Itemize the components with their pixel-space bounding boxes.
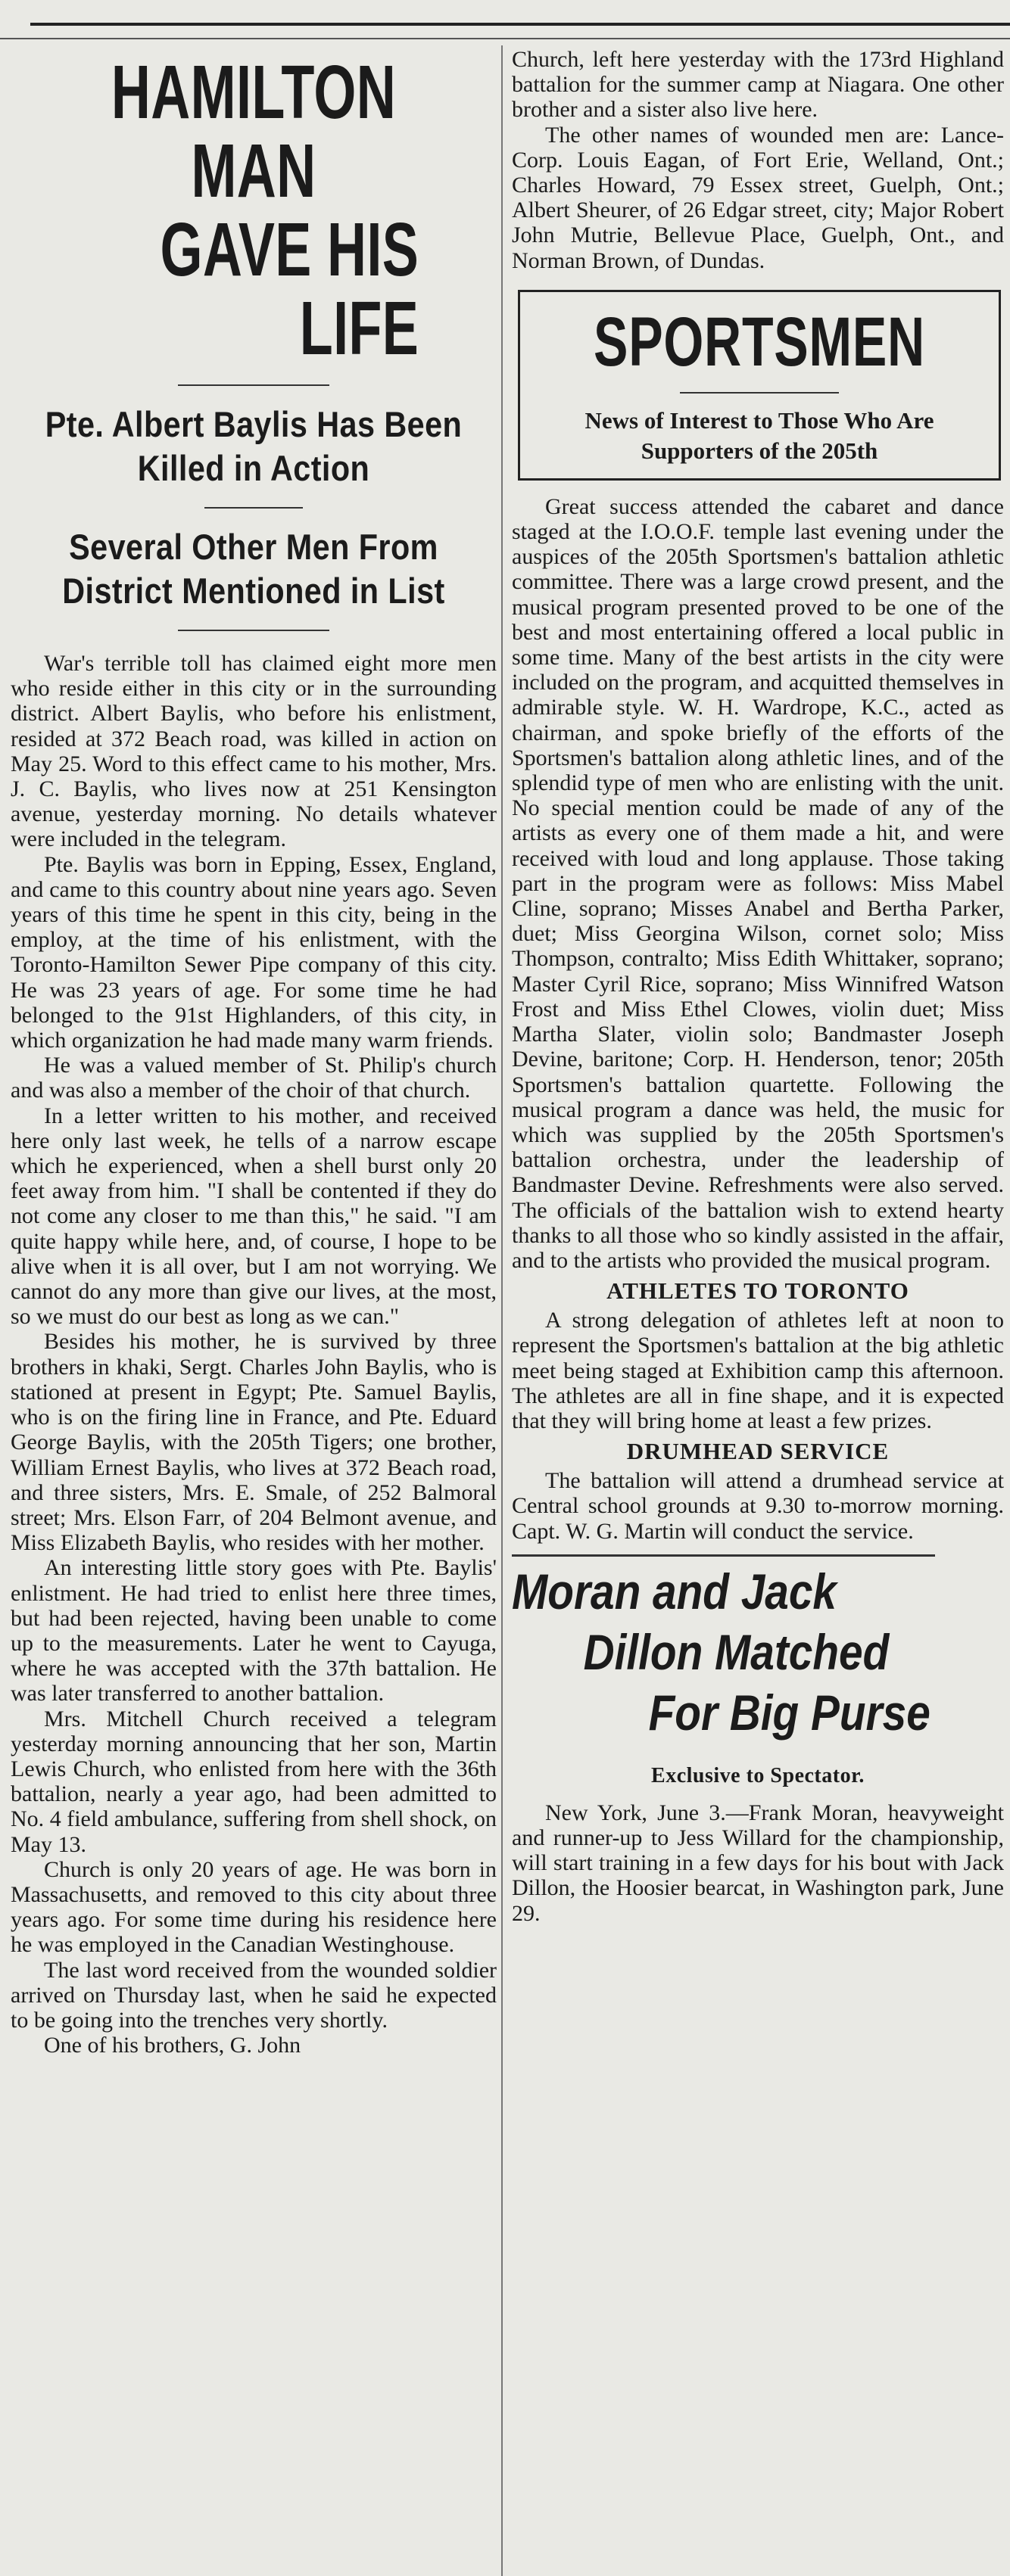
sportsmen-subtitle: News of Interest to Those Who Are Supporters of the 205th bbox=[584, 406, 934, 464]
article-paragraph: New York, June 3.—Frank Moran, heavyweight and runner-up to Jess Willard for the championship, will start training in a few days for his bout with Jack Dillon, the Hoosier bearcat, in Washington park, June 29. bbox=[512, 1800, 1004, 1926]
sportsmen-title: SPORTSMEN bbox=[594, 303, 925, 381]
article-continuation: Church, left here yesterday with the 173rd Highland battalion for the summer camp at Niagara. One other brother and a sister also live here. bbox=[512, 47, 1004, 123]
article-paragraph: He was a valued member of St. Philip's church and was also a member of the choir of that church. bbox=[11, 1053, 497, 1103]
article-paragraph: War's terrible toll has claimed eight more men who reside either in this city or in the surrounding district. Albert Baylis, who before his enlistment, resided at 372 Beach road, was killed in action on May 25. Word to this effect came to his mother, Mrs. J. C. Baylis, who lives now at 251 Kensington avenue, yesterday morning. No details whatever were included in the telegram. bbox=[11, 651, 497, 852]
divider-rule bbox=[178, 384, 329, 386]
article-paragraph: Pte. Baylis was born in Epping, Essex, England, and came to this country about nine years ago. Seven years of this time he spent in this city, being in the employ, at the time of his enlistment, with the Toronto-Hamilton Sewer Pipe company of this city. He was 23 years of age. For some time he had belonged to the 91st Highlanders, of this city, in which organization he had made many warm friends. bbox=[11, 851, 497, 1053]
boxing-headline-1: Moran and Jack bbox=[512, 1554, 935, 1622]
article-paragraph: The other names of wounded men are: Lance-Corp. Louis Eagan, of Fort Erie, Welland, Ont.; Charles Howard, 79 Essex street, Guelph, Ont.; Albert Sheurer, of 26 Edgar street, city; Major Robert John Mutrie, Bellevue Place, Guelph, Ont., and Norman Brown, of Dundas. bbox=[512, 122, 1004, 273]
divider-rule bbox=[178, 630, 329, 631]
article-paragraph: An interesting little story goes with Pte. Baylis' enlistment. He had tried to enlist here three times, but had been rejected, having been unable to come up to the measurements. Later he went to Cayuga, where he was accepted with the 37th battalion. He was later transferred to another battalion. bbox=[11, 1555, 497, 1706]
article-paragraph: In a letter written to his mother, and received here only last week, he tells of a narrow escape which he experienced, when a shell burst only 20 feet away from him. "I shall be contented if they do not come any closer to me than this," he said. "I am quite happy while here, and, of course, I hope to be alive when it is all over, but I am not worrying. We cannot do any more than give our lives, at the most, so we must do our best as long as we can." bbox=[11, 1103, 497, 1330]
divider-rule bbox=[680, 392, 839, 394]
subheading-drumhead: DRUMHEAD SERVICE bbox=[626, 1438, 890, 1465]
left-column bbox=[11, 47, 497, 2576]
article-paragraph: A strong delegation of athletes left at noon to represent the Sportsmen's battalion at the big athletic meet being staged at Exhibition camp this afternoon. The athletes are all in fine shape, and it is expected that they will bring home at least a few prizes. bbox=[512, 1308, 1004, 1433]
headline-line-2: GAVE HIS LIFE bbox=[160, 207, 419, 371]
article-paragraph: One of his brothers, G. John bbox=[44, 2033, 301, 2058]
column-divider bbox=[501, 45, 503, 2576]
exclusive-credit: Exclusive to Spectator. bbox=[651, 1763, 865, 1787]
top-rule bbox=[30, 23, 1010, 26]
headline-line-1: HAMILTON MAN bbox=[111, 50, 397, 213]
article-paragraph: The battalion will attend a drumhead service at Central school grounds at 9.30 to-morrow morning. Capt. W. G. Martin will conduct the service. bbox=[512, 1468, 1004, 1544]
boxing-headline-2: Dillon Matched bbox=[583, 1623, 890, 1680]
deck-2: Several Other Men From District Mentioned in List bbox=[62, 527, 445, 611]
boxing-headline-3: For Big Purse bbox=[648, 1684, 931, 1741]
sportsmen-box bbox=[518, 290, 1001, 481]
divider-rule bbox=[204, 507, 303, 509]
article-paragraph: The last word received from the wounded soldier arrived on Thursday last, when he said he expected to be going into the trenches very shortly. bbox=[11, 1957, 497, 2033]
article-paragraph: Great success attended the cabaret and dance staged at the I.O.O.F. temple last evening under the auspices of the 205th Sportsmen's battalion athletic committee. There was a large crowd present, and the musical program presented proved to be one of the best and most entertaining offered a local public in some time. Many of the best artists in the city were included on the program, and acquitted themselves in admirable style. W. H. Wardrope, K.C., acted as chairman, and spoke briefly of the efforts of the Sportsmen's battalion along athletic lines, and of the splendid type of men who are enlisting with the unit. No special mention could be made of any of the artists as every one of them made a hit, and were received with loud and long applause. Those taking part in the program were as follows: Miss Mabel Cline, soprano; Misses Anabel and Bertha Parker, duet; Miss Georgina Wilson, cornet solo; Miss Thompson, contralto; Miss Edith Whittaker, soprano; Master Cyril Rice, soprano; Miss Winnifred Watson Frost and Miss Ethel Clowes, violin duet; Miss Martha Slater, violin solo; Bandmaster Joseph Devine, baritone; Corp. H. Henderson, tenor; 205th Sportsmen's battalion quartette. Following the musical program a dance was held, the music for which was supplied by the 205th Sportsmen's battalion orchestra, under the leadership of Bandmaster Devine. Refreshments were also served. The officials of the battalion wish to extend hearty thanks to all those who so kindly assisted in the affair, and to the artists who provided the musical program. bbox=[512, 493, 1004, 1273]
article-paragraph: Besides his mother, he is survived by three brothers in khaki, Sergt. Charles John Baylis, who is stationed at present in Egypt; Pte. Samuel Baylis, who is on the firing line in France, and Pte. Eduard George Baylis, with the 205th Tigers; one brother, William Ernest Baylis, who lives at 372 Beach road, and three sisters, Mrs. E. Smale, of 252 Balmoral street; Mrs. Elson Farr, of 204 Belmont avenue, and Miss Elizabeth Baylis, who resides with her mother. bbox=[11, 1329, 497, 1556]
subheading-athletes: ATHLETES TO TORONTO bbox=[606, 1277, 909, 1305]
right-column bbox=[512, 47, 1004, 2576]
article-paragraph: Church is only 20 years of age. He was born in Massachusetts, and removed to this city about three years ago. For some time during his residence here he was employed in the Canadian Westinghouse. bbox=[11, 1856, 497, 1958]
top-rule-thin bbox=[0, 38, 1010, 39]
deck-1: Pte. Albert Baylis Has Been Killed in Action bbox=[45, 404, 463, 488]
article-paragraph: Mrs. Mitchell Church received a telegram yesterday morning announcing that her son, Martin Lewis Church, who enlisted from here with the 36th battalion, nearly a year ago, had been admitted to No. 4 field ambulance, suffering from shell shock, on May 13. bbox=[11, 1706, 497, 1857]
